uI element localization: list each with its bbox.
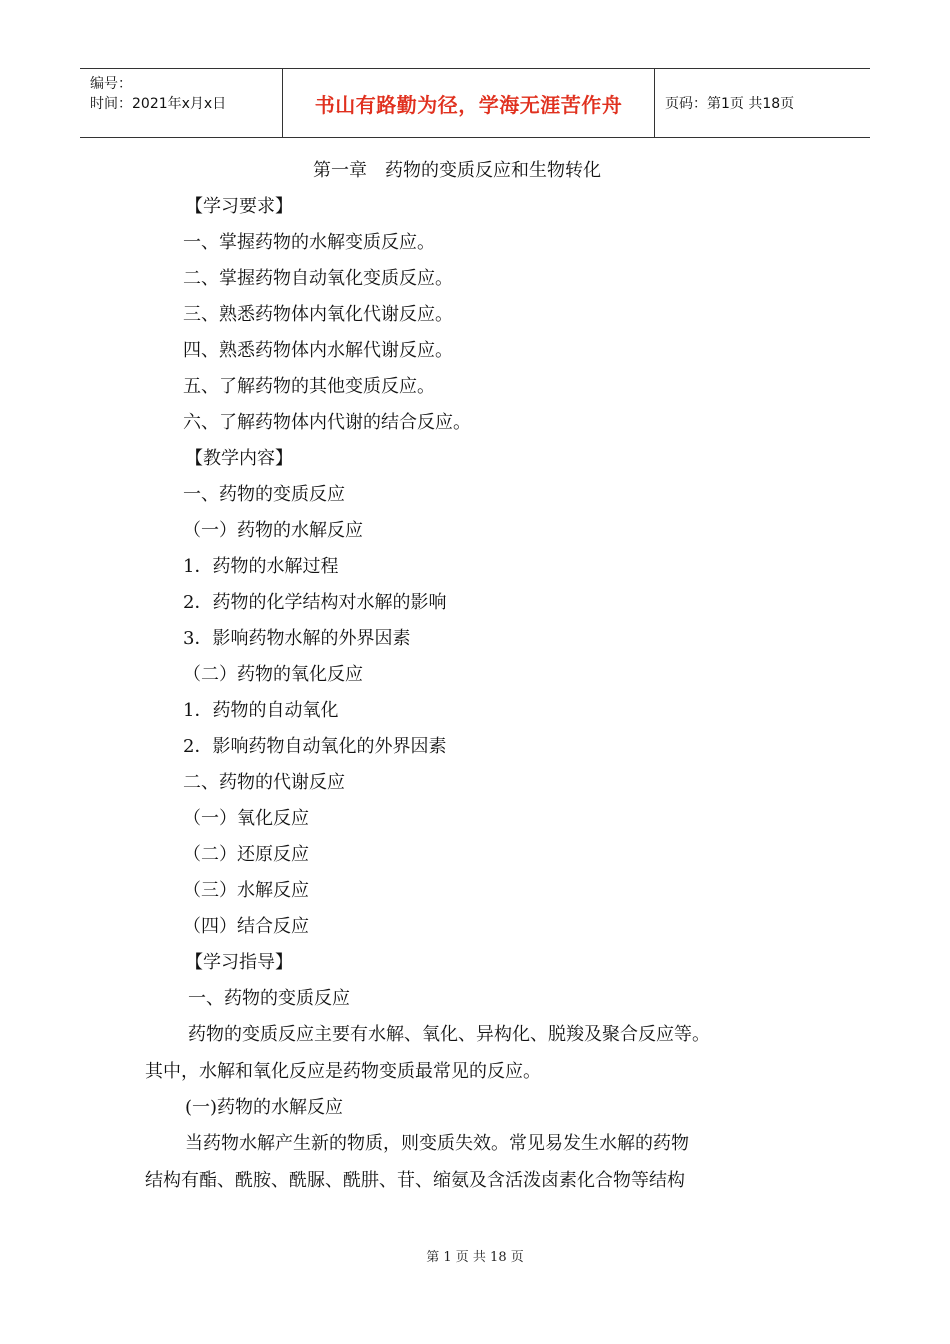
content-item: （一）氧化反应 bbox=[183, 808, 309, 829]
header-meta-cell bbox=[80, 69, 282, 137]
guidance-subheading: 一、药物的变质反应 bbox=[188, 988, 350, 1009]
content-item: 二、药物的代谢反应 bbox=[183, 772, 345, 793]
guidance-subheading: (一)药物的水解反应 bbox=[185, 1097, 344, 1118]
section-heading-guidance: 【学习指导】 bbox=[185, 952, 293, 973]
paragraph-line: 药物的变质反应主要有水解、氧化、异构化、脱羧及聚合反应等。 bbox=[188, 1024, 710, 1045]
section-heading-content: 【教学内容】 bbox=[185, 448, 293, 469]
content-item: （四）结合反应 bbox=[183, 916, 309, 937]
document-number-label: 编号： bbox=[90, 76, 132, 92]
motto-text: 书山有路勤为径，学海无涯苦作舟 bbox=[314, 92, 623, 117]
header-page-cell bbox=[655, 69, 870, 137]
requirement-item: 五、了解药物的其他变质反应。 bbox=[183, 376, 435, 397]
header-page-info: 页码：第1页 共18页 bbox=[665, 96, 795, 112]
chapter-title: 第一章 药物的变质反应和生物转化 bbox=[313, 160, 601, 181]
requirement-item: 三、熟悉药物体内氧化代谢反应。 bbox=[183, 304, 453, 325]
requirement-item: 六、了解药物体内代谢的结合反应。 bbox=[183, 412, 471, 433]
content-item: 3．影响药物水解的外界因素 bbox=[183, 628, 411, 649]
section-heading-requirements: 【学习要求】 bbox=[185, 196, 293, 217]
page-footer: 第 1 页 共 18 页 bbox=[426, 1250, 524, 1265]
content-item: 一、药物的变质反应 bbox=[183, 484, 345, 505]
paragraph-line: 当药物水解产生新的物质，则变质失效。常见易发生水解的药物 bbox=[185, 1133, 689, 1154]
content-item: 1．药物的自动氧化 bbox=[183, 700, 339, 721]
paragraph-line: 结构有酯、酰胺、酰脲、酰肼、苷、缩氨及含活泼卤素化合物等结构 bbox=[145, 1170, 685, 1191]
content-item: 2．药物的化学结构对水解的影响 bbox=[183, 592, 447, 613]
content-item: （三）水解反应 bbox=[183, 880, 309, 901]
header-table bbox=[80, 68, 870, 138]
requirement-item: 二、掌握药物自动氧化变质反应。 bbox=[183, 268, 453, 289]
paragraph-line: 其中，水解和氧化反应是药物变质最常见的反应。 bbox=[145, 1061, 541, 1082]
content-item: （二）还原反应 bbox=[183, 844, 309, 865]
content-item: 1．药物的水解过程 bbox=[183, 556, 339, 577]
content-item: （二）药物的氧化反应 bbox=[183, 664, 363, 685]
requirement-item: 一、掌握药物的水解变质反应。 bbox=[183, 232, 435, 253]
content-item: 2．影响药物自动氧化的外界因素 bbox=[183, 736, 447, 757]
header-motto-cell bbox=[282, 69, 655, 137]
requirement-item: 四、熟悉药物体内水解代谢反应。 bbox=[183, 340, 453, 361]
content-item: （一）药物的水解反应 bbox=[183, 520, 363, 541]
document-time-label: 时间：2021年x月x日 bbox=[90, 96, 227, 112]
